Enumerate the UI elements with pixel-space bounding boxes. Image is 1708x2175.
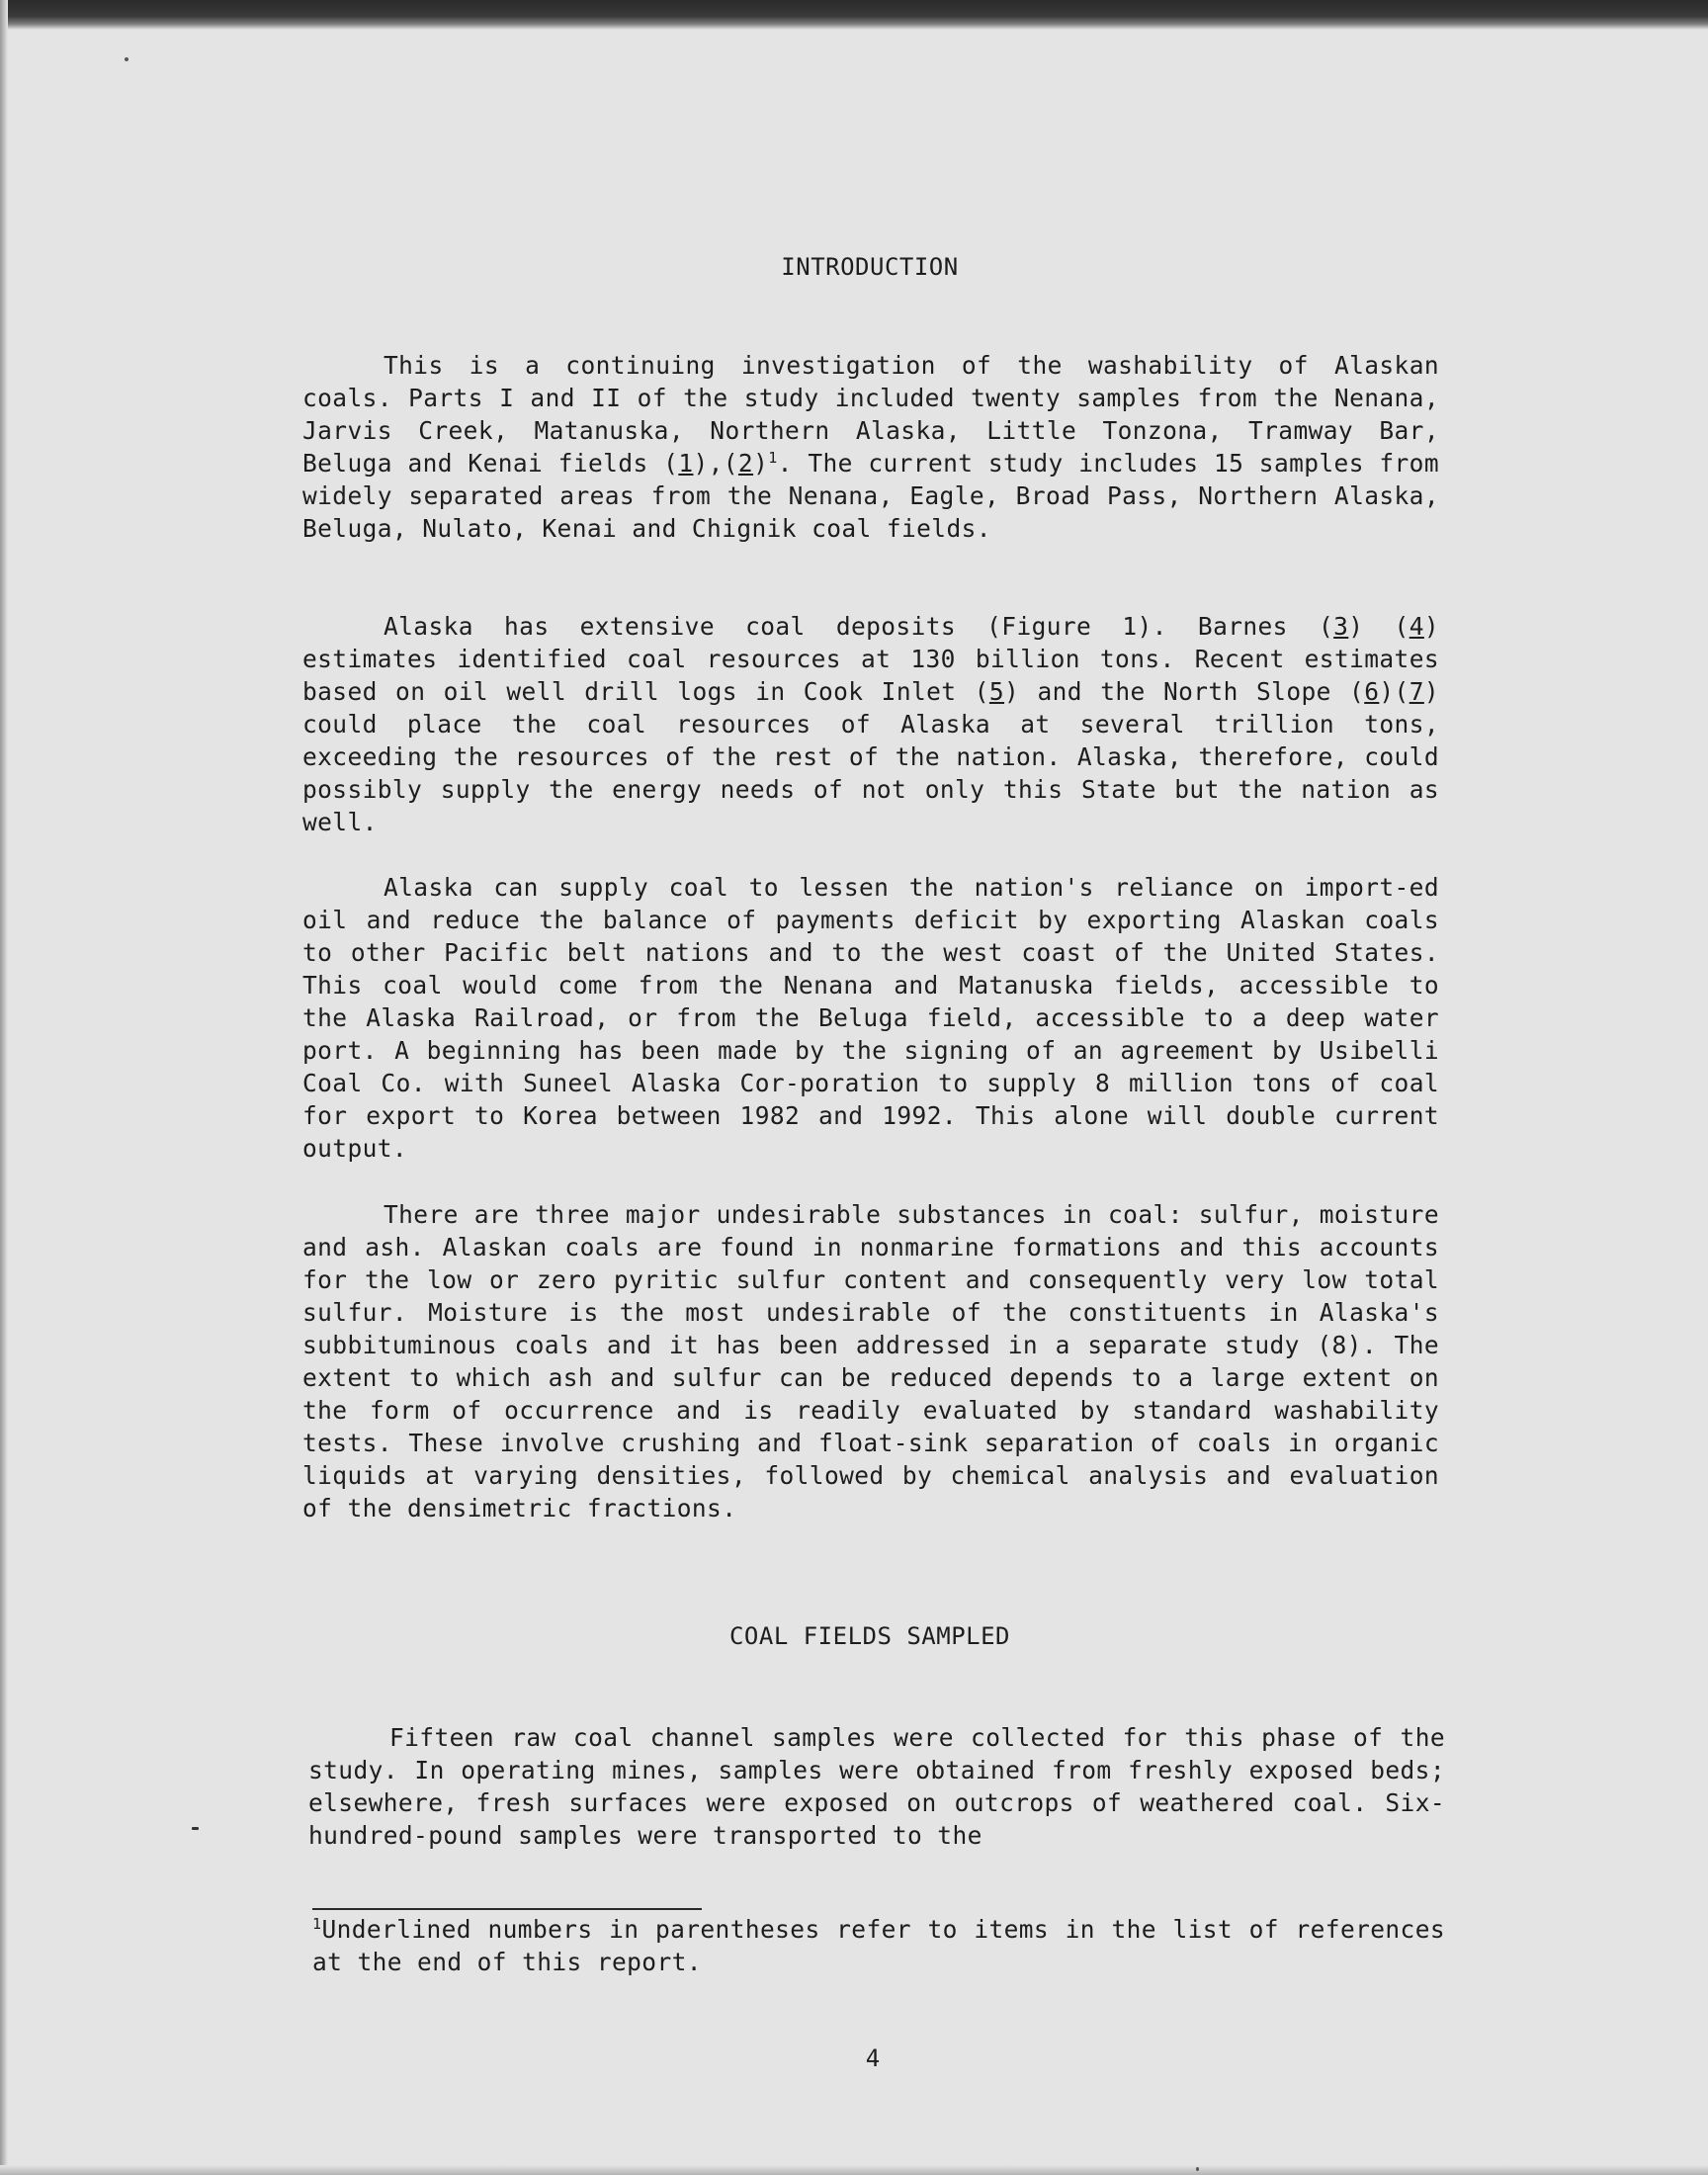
- coal-fields-paragraph-1: Fifteen raw coal channel samples were collected for this phase of the study. In operating mines, samples were obtained from freshly exposed beds; elsewhere, fresh surfaces were exposed on outcrops of weathered coal. Six-hundred-pound samples were transported to the: [308, 1723, 1445, 1850]
- coal-fields-heading: COAL FIELDS SAMPLED: [728, 1622, 1011, 1650]
- intro-paragraph-3: Alaska can supply coal to lessen the nation's reliance on import-ed oil and reduce the balance of payments deficit by exporting Alaskan coals to other Pacific belt nations and to the west coast of the United States. This coal would come from the Nenana and Matanuska fields, accessible to the Alaska Railroad, or from the Beluga field, accessible to a deep water port. A beginning has been made by the signing of an agreement by Usibelli Coal Co. with Suneel Alaska Cor-poration to supply 8 million tons of coal for export to Korea between 1982 and 1992. This alone will double current output.: [302, 873, 1439, 1163]
- scan-speck: [192, 1827, 199, 1830]
- footnote-text: Underlined numbers in parentheses refer to items in the list of references at the end of this report.: [312, 1915, 1445, 1976]
- scan-top-edge: [0, 0, 1708, 30]
- footnote-rule: [312, 1908, 702, 1910]
- footnote: [312, 1913, 1445, 1978]
- scan-speck: [125, 57, 128, 61]
- scan-speck: [1196, 2167, 1199, 2171]
- scan-bottom-edge: [0, 2165, 1708, 2175]
- introduction-heading: INTRODUCTION: [781, 253, 959, 281]
- scan-left-edge: [0, 0, 8, 2175]
- intro-paragraph-1: This is a continuing investigation of the washability of Alaskan coals. Parts I and II of the study included twenty samples from the Nenana, Jarvis Creek, Matanuska, Northern Alaska, Little Tonzona, Tramway Bar, Beluga and Kenai fields $(1),(2)^1$. The current study includes 15 samples from widely separated areas from the Nenana, Eagle, Broad Pass, Northern Alaska, Beluga, Nulato, Kenai and Chignik coal fields.: [302, 351, 1439, 543]
- intro-paragraph-4: There are three major undesirable substances in coal: sulfur, moisture and ash. Alaskan coals are found in nonmarine formations and this accounts for the low or zero pyritic sulfur content and consequently very low total sulfur. Moisture is the most undesirable of the constituents in Alaska's subbituminous coals and it has been addressed in a separate study (8). The extent to which ash and sulfur can be reduced depends to a large extent on the form of occurrence and is readily evaluated by standard washability tests. These involve crushing and float-sink separation of coals in organic liquids at varying densities, followed by chemical analysis and evaluation of the densimetric fractions.: [302, 1200, 1439, 1522]
- page-number: 4: [865, 2044, 881, 2072]
- intro-paragraph-2: Alaska has extensive coal deposits (Figure 1). Barnes (3) (4) estimates identified coal resources at 130 billion tons. Recent estimates based on oil well drill logs in Cook Inlet (5) and the North Slope (6)(7) could place the coal resources of Alaska at several trillion tons, exceeding the resources of the rest of the nation. Alaska, therefore, could possibly supply the energy needs of not only this State but the nation as well.: [302, 612, 1440, 836]
- footnote-marker: 1: [312, 1914, 322, 1933]
